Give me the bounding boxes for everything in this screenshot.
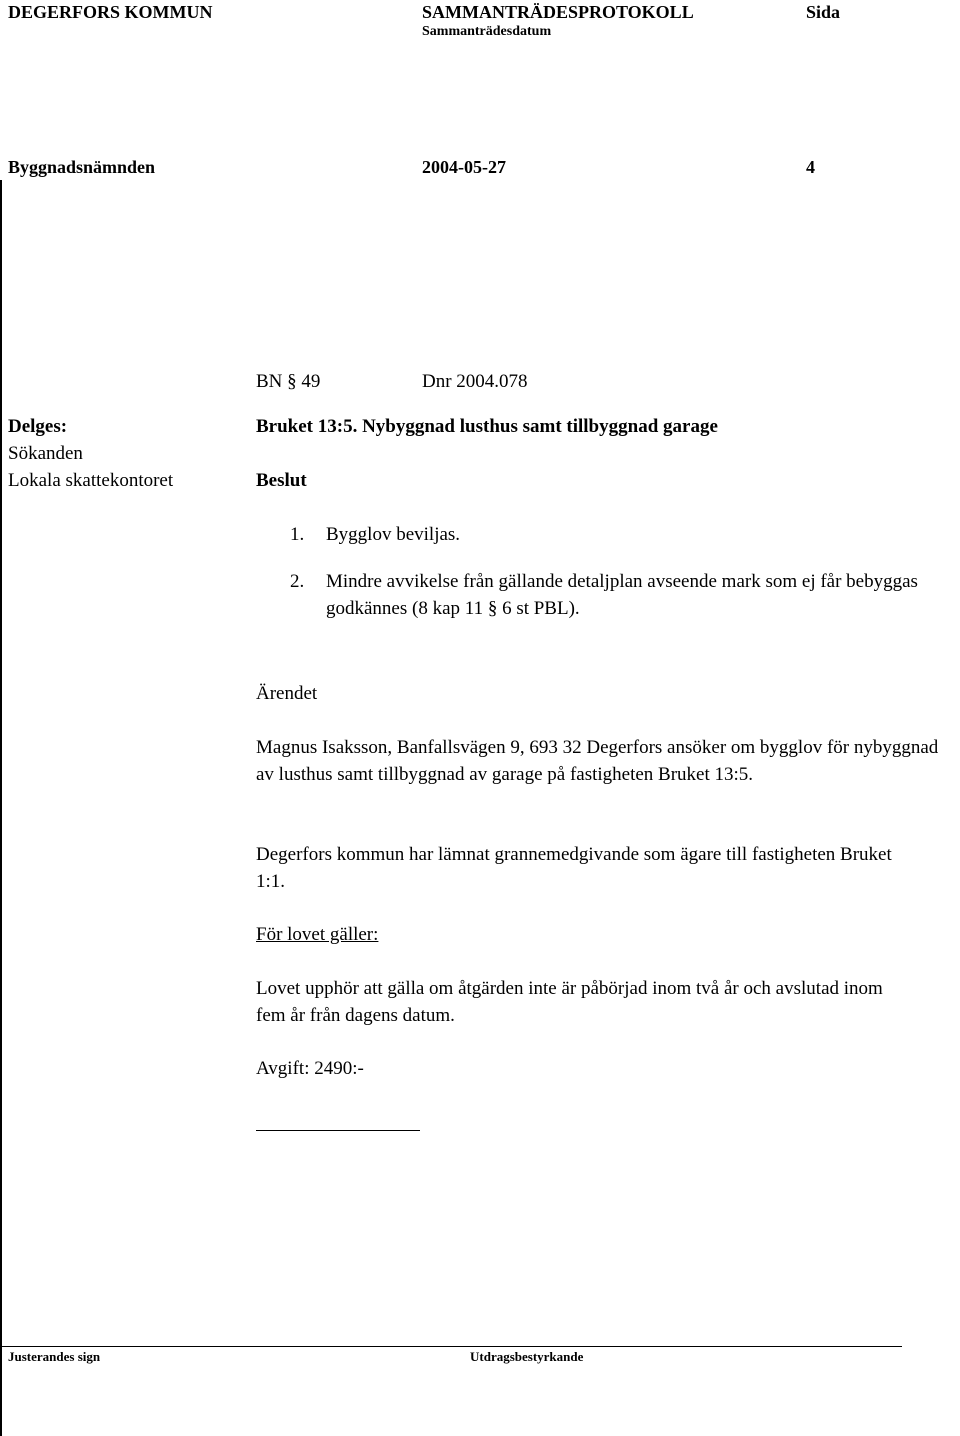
- left-margin-rule: [0, 180, 2, 1436]
- decision-item-number: 1.: [290, 524, 305, 545]
- footer-rule: [2, 1346, 902, 1347]
- distribution-label: Delges:: [8, 416, 68, 437]
- org-name: DEGERFORS KOMMUN: [8, 2, 213, 22]
- decision-item: [256, 568, 956, 622]
- case-title: Bruket 13:5. Nybyggnad lusthus samt tillbyggnad garage: [256, 416, 718, 437]
- matter-paragraph: Magnus Isaksson, Banfallsvägen 9, 693 32 Degerfors ansöker om bygglov för nybyggnad av lusthus samt tillbyggnad av garage på fastigheten Bruket 13:5.: [256, 737, 939, 785]
- conditions-text: Lovet upphör att gälla om åtgärden inte är påbörjad inom två år och avslutad inom fem år från dagens datum.: [256, 978, 883, 1026]
- extract-label: Utdragsbestyrkande: [470, 1349, 584, 1364]
- decision-heading: Beslut: [256, 470, 307, 491]
- decision-item: [256, 521, 956, 548]
- paragraph-number: BN § 49: [256, 371, 321, 392]
- document-type: SAMMANTRÄDESPROTOKOLL: [422, 2, 694, 22]
- case-number: Dnr 2004.078: [422, 371, 528, 392]
- page-label: Sida: [806, 2, 841, 22]
- committee-name: Byggnadsnämnden: [8, 157, 156, 177]
- meeting-date: 2004-05-27: [422, 157, 506, 177]
- matter-heading: Ärendet: [256, 683, 318, 704]
- decision-list: [256, 521, 956, 622]
- meeting-date-label: Sammanträdesdatum: [422, 24, 552, 39]
- matter-paragraph: Degerfors kommun har lämnat grannemedgivande som ägare till fastigheten Bruket 1:1.: [256, 844, 892, 892]
- recipient: Lokala skattekontoret: [8, 470, 174, 491]
- signature-line: [256, 1130, 420, 1131]
- decision-item-number: 2.: [290, 571, 305, 592]
- conditions-heading: För lovet gäller:: [256, 924, 379, 945]
- recipient: Sökanden: [8, 443, 83, 464]
- fee: Avgift: 2490:-: [256, 1058, 364, 1079]
- decision-item-text: Mindre avvikelse från gällande detaljplan avseende mark som ej får bebyggas godkännes (8 kap 11 § 6 st PBL).: [326, 571, 918, 619]
- sign-label: Justerandes sign: [8, 1349, 101, 1364]
- decision-item-text: Bygglov beviljas.: [326, 524, 461, 545]
- page-number: 4: [806, 157, 815, 177]
